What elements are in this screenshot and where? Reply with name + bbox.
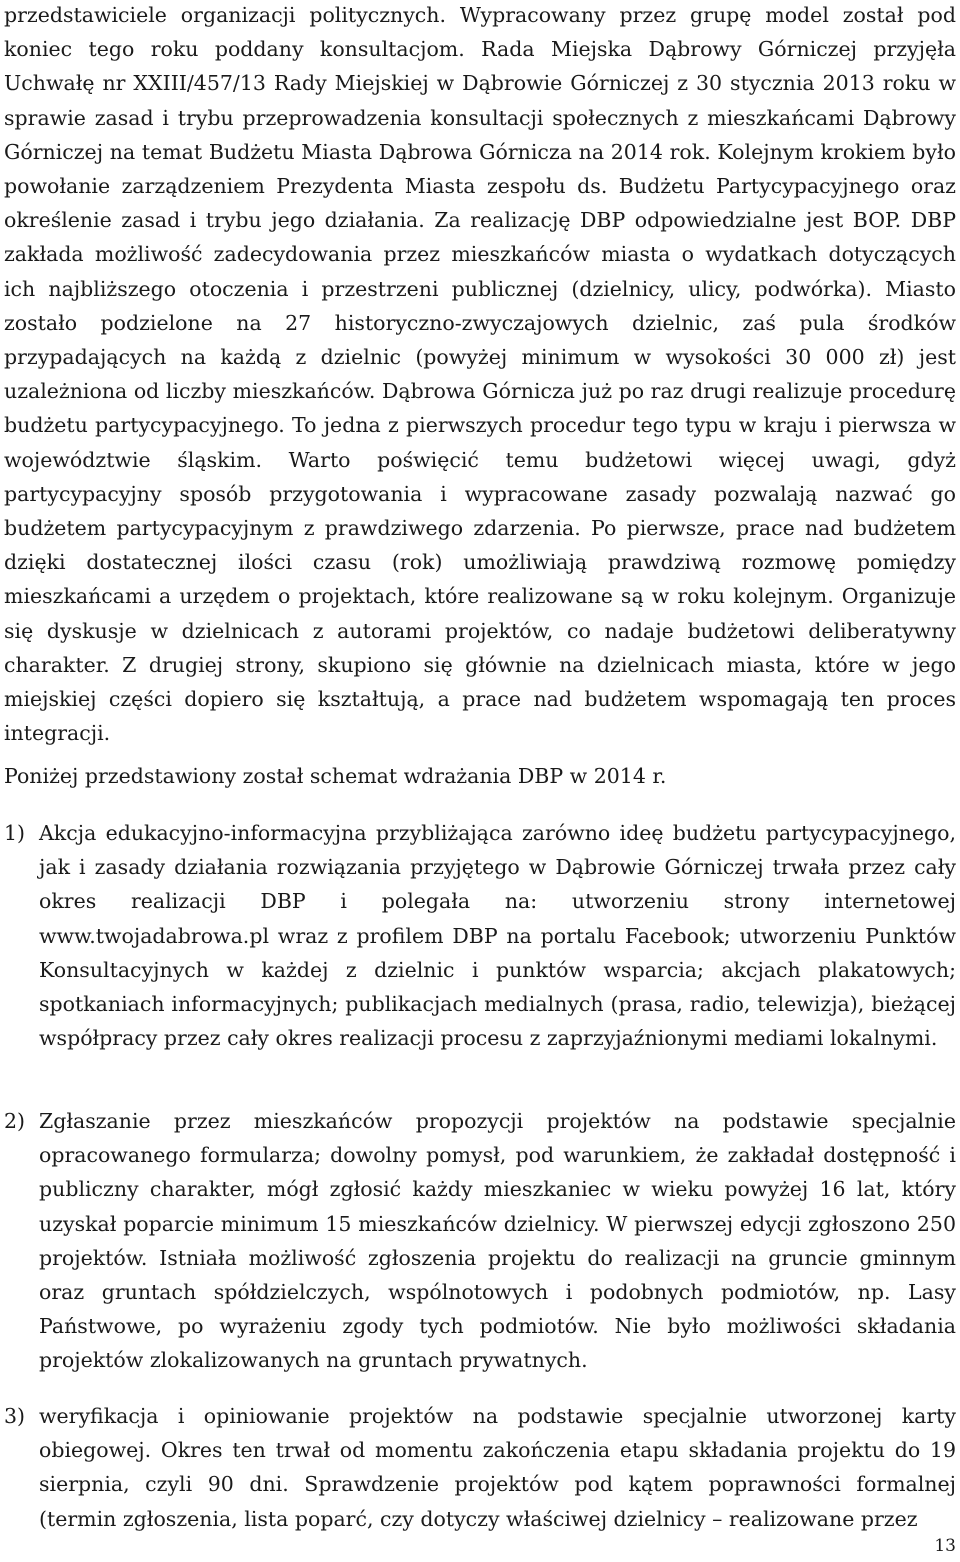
list-item-text: weryfikacja i opiniowanie projektów na podstawie specjalnie utworzonej karty obiegowej. Okres ten trwał od momentu zakończenia etapu składania projektu do 19 sierpnia, czyli 90 dni. Sprawdzenie projektów pod kątem poprawności formalnej (termin zgłoszenia, lista poparć, czy dotyczy właściwej dzielnicy – realizowane przez bbox=[39, 1404, 956, 1531]
list-item-text: Akcja edukacyjno-informacyjna przybliżająca zarówno ideę budżetu partycypacyjnego, jak i zasady działania rozwiązania przyjętego w Dąbrowie Górniczej trwała przez cały okres realizacji DBP i polegała na: utworzeniu strony internetowej www.twojadabrowa.pl wraz z profilem DBP na portalu Facebook; utworzeniu Punktów Konsultacyjnych w każdej z dzielnic i punktów wsparcia; akcjach plakatowych; spotkaniach informacyjnych; publikacjach medialnych (prasa, radio, telewizja), bieżącej współpracy przez cały okres realizacji procesu z zaprzyjaźnionymi mediami lokalnymi. bbox=[39, 821, 956, 1051]
list-item-number: 1) bbox=[4, 821, 26, 845]
list-item-number: 2) bbox=[4, 1109, 26, 1133]
body-paragraph: przedstawiciele organizacji politycznych. Wypracowany przez grupę model został pod koniec tego roku poddany konsultacjom. Rada Miejska Dąbrowy Górniczej przyjęła Uchwałę nr XXIII/457/13 Rady Miejskiej w Dąbrowie Górniczej z 30 stycznia 2013 roku w sprawie zasad i trybu przeprowadzenia konsultacji społecznych z mieszkańcami Dąbrowy Górniczej na temat Budżetu Miasta Dąbrowa Górnicza na 2014 rok. Kolejnym krokiem było powołanie zarządzeniem Prezydenta Miasta zespołu ds. Budżetu Partycypacyjnego oraz określenie zasad i trybu jego działania. Za realizację DBP odpowiedzialne jest BOP. DBP zakłada możliwość zadecydowania przez mieszkańców miasta o wydatkach dotyczących ich najbliższego otoczenia i przestrzeni publicznej (dzielnicy, ulicy, podwórka). Miasto zostało podzielone na 27 historyczno-zwyczajowych dzielnic, zaś pula środków przypadających na każdą z dzielnic (powyżej minimum w wysokości 30 000 zł) jest uzależniona od liczby mieszkańców. Dąbrowa Górnicza już po raz drugi realizuje procedurę budżetu partycypacyjnego. To jedna z pierwszych procedur tego typu w kraju i pierwsza w województwie śląskim. Warto poświęcić temu budżetowi więcej uwagi, gdyż partycypacyjny sposób przygotowania i wypracowane zasady pozwalają nazwać go budżetem partycypacyjnym z prawdziwego zdarzenia. Po pierwsze, prace nad budżetem dzięki dostatecznej ilości czasu (rok) umożliwiają prawdziwą rozmowę pomiędzy mieszkańcami a urzędem o projektach, które realizowane są w roku kolejnym. Organizuje się dyskusje w dzielnicach z autorami projektów, co nadaje budżetowi deliberatywny charakter. Z drugiej strony, skupiono się głównie na dzielnicach miasta, które w jego miejskiej części dopiero się kształtują, a prace nad budżetem wspomagają ten proces integracji. bbox=[4, 3, 956, 746]
page-number: 13 bbox=[934, 1536, 956, 1556]
list-intro-line: Poniżej przedstawiony został schemat wdrażania DBP w 2014 r. bbox=[4, 764, 667, 788]
list-item-number: 3) bbox=[4, 1404, 26, 1428]
list-item-text: Zgłaszanie przez mieszkańców propozycji projektów na podstawie specjalnie opracowanego formularza; dowolny pomysł, pod warunkiem, że zakładał dostępność i publiczny charakter, mógł zgłosić każdy mieszkaniec w wieku powyżej 16 lat, który uzyskał poparcie minimum 15 mieszkańców dzielnicy. W pierwszej edycji zgłoszono 250 projektów. Istniała możliwość zgłoszenia projektu do realizacji na gruncie gminnym oraz gruntach spółdzielczych, wspólnotowych i podobnych podmiotów, np. Lasy Państwowe, po wyrażeniu zgody tych podmiotów. Nie było możliwości składania projektów zlokalizowanych na gruntach prywatnych. bbox=[39, 1109, 956, 1373]
